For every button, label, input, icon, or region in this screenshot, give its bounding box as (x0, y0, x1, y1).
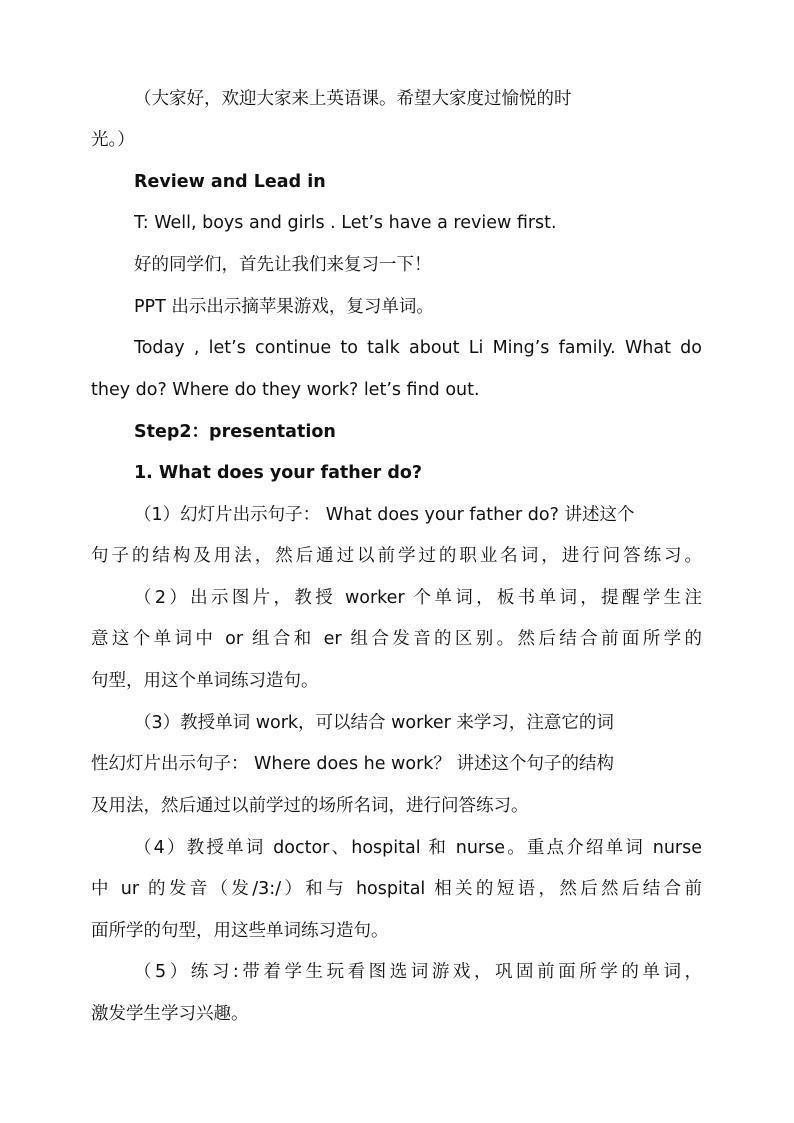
text-line-item5: （5）练习:带着学生玩看图选词游戏，巩固前面所学的单词， (134, 962, 702, 982)
text-line-item1: （1）幻灯片出示句子： What does your father do? 讲述这个 (134, 505, 635, 525)
text-line-review-cn: 好的同学们，首先让我们来复习一下！ (134, 255, 432, 275)
section-heading-step2: Step2：presentation (134, 422, 336, 442)
text-line-today: Today , let’s continue to talk about Li Ming’s family. What do (134, 338, 702, 358)
text-line-item4: （4）教授单词 doctor、hospital 和 nurse。重点介绍单词 nurse (134, 838, 702, 858)
text-line-item3: （3）教授单词 work，可以结合 worker 来学习，注意它的词 (134, 713, 614, 733)
text-line-item4-cont: 中 ur 的发音（发/3:/）和与 hospital 相关的短语，然后然后结合前 (91, 879, 702, 899)
text-line-item2-end: 句型，用这个单词练习造句。 (91, 671, 319, 691)
text-line-item2-cont: 意这个单词中 or 组合和 er 组合发音的区别。然后结合前面所学的 (91, 629, 702, 649)
section-heading-review: Review and Lead in (134, 172, 326, 192)
text-line-item1-cont: 句子的结构及用法，然后通过以前学过的职业名词，进行问答练习。 (91, 546, 702, 566)
text-line-item5-end: 激发学生学习兴趣。 (91, 1004, 249, 1024)
subheading-father-do: 1. What does your father do? (134, 463, 423, 483)
text-line-find-out: they do? Where do they work? let’s find out. (91, 380, 480, 400)
text-line-teacher: T: Well, boys and girls . Let’s have a review first. (134, 213, 557, 233)
text-line-item4-end: 面所学的句型，用这些单词练习造句。 (91, 921, 389, 941)
text-line-greeting: （大家好，欢迎大家来上英语课。希望大家度过愉悦的时 (134, 89, 572, 109)
text-line-item2: （2）出示图片，教授 worker 个单词，板书单词，提醒学生注 (134, 588, 702, 608)
text-line-item3-cont: 性幻灯片出示句子： Where does he work？ 讲述这个句子的结构 (91, 754, 614, 774)
text-line-item3-end: 及用法，然后通过以前学过的场所名词，进行问答练习。 (91, 796, 529, 816)
text-line-greeting-end: 光。） (91, 130, 135, 150)
text-line-ppt: PPT 出示出示摘苹果游戏，复习单词。 (134, 297, 434, 317)
